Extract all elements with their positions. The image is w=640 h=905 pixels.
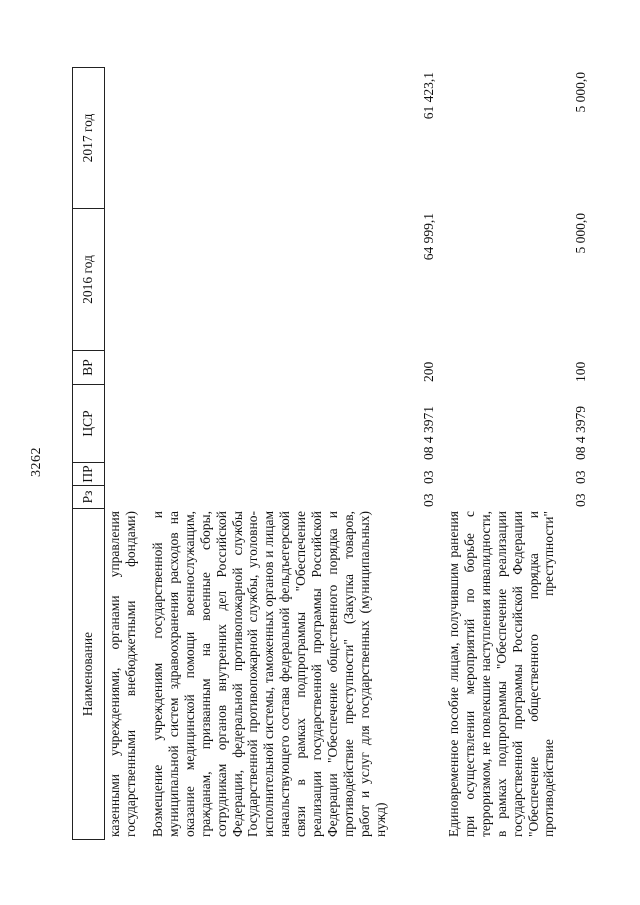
- row-2-name: Единовременное пособие лицам, получившим ранения при осуществлении мероприятий по борьбе с терроризмом, не повлекшие наступления инвалидности, в рамках подпрограммы "Обеспечение реализации государственной программы Российской Федерации "Обеспечение общественного порядка и противодействие преступности": [446, 511, 557, 837]
- header-vr: ВР: [80, 359, 95, 376]
- header-rz: Рз: [80, 490, 95, 504]
- table-header-bottom-border: [104, 67, 105, 840]
- row-1-name: Возмещение учреждениям государственной и муниципальной систем здравоохранения расходов на оказание медицинской помощи военнослужащим, гражданам, призванным на военные сборы, сотрудникам органов внутренних дел Российской Федерации, федеральной противопожарной службы Государственной противопожарной службы, уголовно-исполнительной системы, таможенных органов и лицам начальствующего состава федеральной фельдъегерской связи в рамках подпрограммы "Обеспечение реализации государственной программы Российской Федерации "Обеспечение общественного порядка и противодействие преступности" (Закупка товаров, работ и услуг для государственных (муниципальных) нужд): [150, 511, 388, 837]
- table-left-border: [72, 839, 105, 840]
- row-1-rz: 03: [421, 493, 436, 507]
- header-csr: ЦСР: [80, 410, 95, 437]
- header-pr: ПР: [80, 465, 95, 483]
- header-2016: 2016 год: [80, 255, 95, 304]
- row-2-2017: 5 000,0: [573, 72, 588, 113]
- row-2-pr: 03: [573, 470, 588, 484]
- page-number: 3262: [29, 447, 44, 477]
- row-2-rz: 03: [573, 493, 588, 507]
- row-2-vr: 100: [573, 361, 588, 382]
- row-1-csr: 08 4 3971: [421, 406, 436, 460]
- row-2-2016: 5 000,0: [573, 213, 588, 254]
- row-1-vr: 200: [421, 361, 436, 382]
- header-name: Наименование: [80, 631, 95, 717]
- row-2-csr: 08 4 3979: [573, 406, 588, 460]
- continuation-text: казенными учреждениями, органами управления государственными внебюджетными фондами): [107, 511, 138, 837]
- row-1-2017: 61 423,1: [421, 72, 436, 120]
- row-1-pr: 03: [421, 470, 436, 484]
- table-top-border: [72, 67, 73, 840]
- header-2017: 2017 год: [80, 113, 95, 163]
- row-1-2016: 64 999,1: [421, 213, 436, 261]
